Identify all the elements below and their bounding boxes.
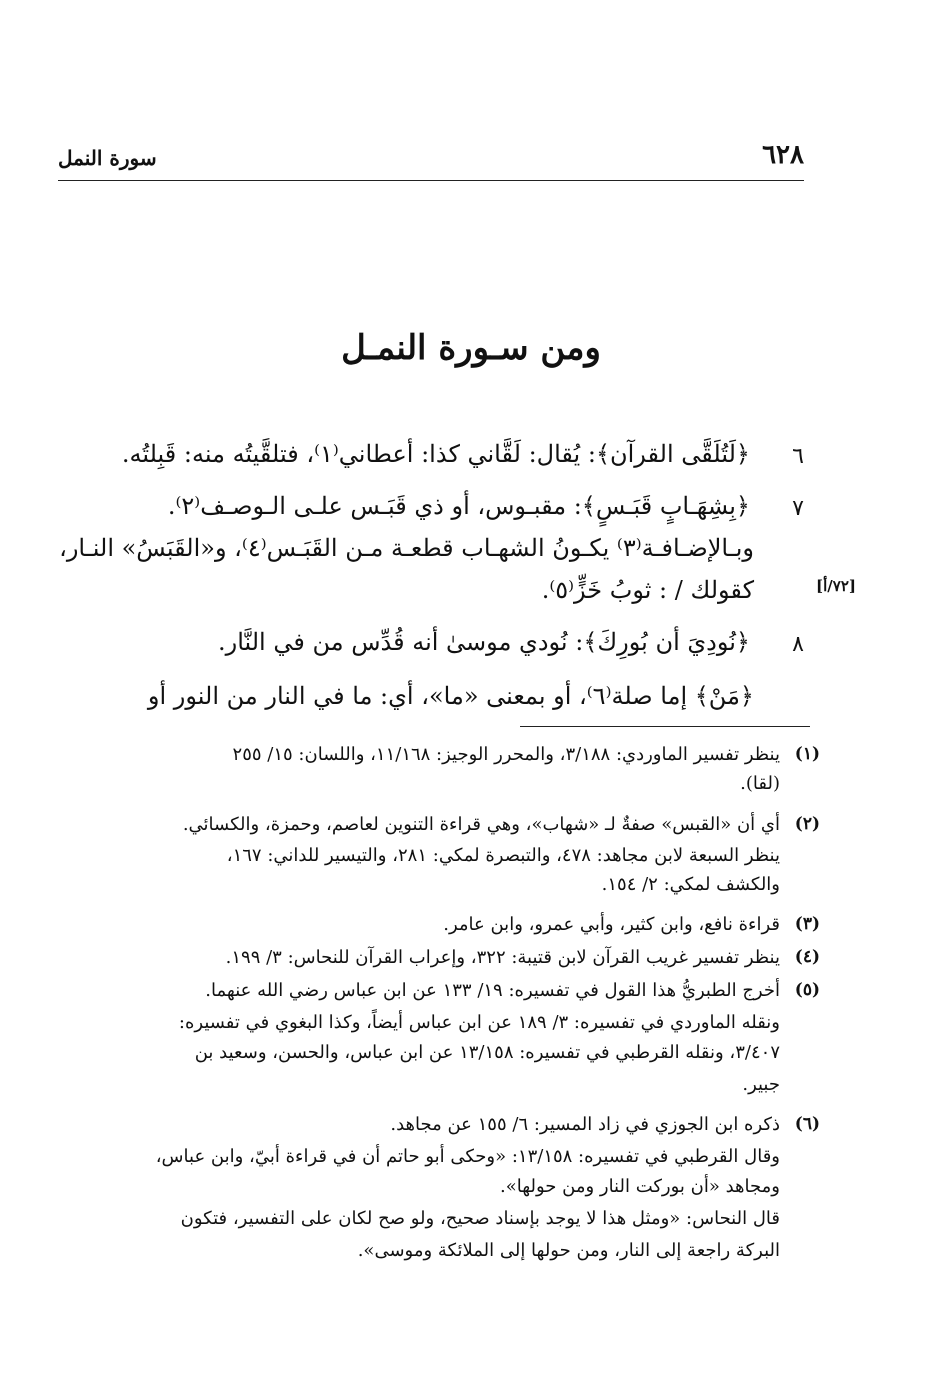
manuscript-folio-ref: [٧٢/أ] [816,577,856,595]
footnote-line: ينظر تفسير غريب القرآن لابن قتيبة: ٣٢٢، وإعراب القرآن للنحاس: ٣/ ١٩٩. [225,947,780,968]
footnote-number: (٥) [794,980,820,1000]
footnote-line: جبير. [742,1074,780,1095]
footnote-line: ومجاهد «أن بوركت النار ومن حولها». [499,1176,780,1197]
running-head-sura: سورة النمل [58,146,157,170]
footnote-separator [520,726,810,727]
footnote-line: ذكره ابن الجوزي في زاد المسير: ٦/ ١٥٥ عن مجاهد. [390,1114,780,1135]
footnote-number: (١) [794,744,820,764]
footnote-line: البركة راجعة إلى النار، ومن حولها إلى الملائكة وموسى». [357,1240,780,1261]
footnote-number: (٢) [794,814,820,834]
entry-line: ﴿مَنْ﴾ إما صلة⁽٦⁾، أو بمعنى «ما»، أي: ما في النار من النور أو [147,682,754,710]
verse-number: ٧ [792,496,804,521]
footnote-line: ينظر السبعة لابن مجاهد: ٤٧٨، والتبصرة لمكي: ٢٨١، والتيسير للداني: ١٦٧، [226,845,780,866]
entry-line: وبـالإضـافـة⁽٣⁾ يكـونُ الشهـاب قطعـة مـن القَبَـس⁽٤⁾، و«القَبَسُ» النـار، [59,534,754,562]
footnote-line: أخرج الطبريُّ هذا القول في تفسيره: ١٩/ ١٣٣ عن ابن عباس رضي الله عنهما. [205,980,780,1001]
footnote-line: (لقا). [740,773,780,794]
entry-line: ﴿لَتُلَقَّى القرآن﴾: يُقال: لَقَّاني كذا: أعطاني⁽١⁾، فتلقَّيتُه منه: قَبِلتُه. [121,440,750,468]
footnote-line: ينظر تفسير الماوردي: ٣/١٨٨، والمحرر الوجيز: ١١/١٦٨، واللسان: ١٥/ ٢٥٥ [232,744,780,765]
page-number: ٦٢٨ [762,140,804,170]
footnote-line: قال النحاس: «ومثل هذا لا يوجد بإسناد صحيح، ولو صح لكان على التفسير، فتكون [180,1208,780,1229]
footnote-line: قراءة نافع، وابن كثير، وأبي عمرو، وابن عامر. [443,914,780,935]
section-title: ومن سـورة النمـل [341,328,601,368]
footnote-line: وقال القرطبي في تفسيره: ١٣/١٥٨: «وحكى أبو حاتم أن في قراءة أبيّ، وابن عباس، [155,1146,780,1167]
page-header [58,140,804,181]
entry-line: ﴿نُودِيَ أن بُورِكَ﴾: نُودي موسىٰ أنه قُدِّس من في النَّار. [217,628,750,656]
footnote-line: ونقله الماوردي في تفسيره: ٣/ ١٨٩ عن ابن عباس أيضاً، وكذا البغوي في تفسيره: [178,1012,780,1033]
footnote-number: (٤) [794,947,820,967]
verse-number: ٨ [792,632,804,657]
footnote-number: (٣) [794,914,820,934]
entry-line: كقولك / : ثوبُ خَزٍّ⁽٥⁾. [541,576,754,604]
footnote-line: أي أن «القبس» صفةٌ لـ «شهاب»، وهي قراءة التنوين لعاصم، وحمزة، والكسائي. [182,814,780,835]
entry-line: ﴿بِشِهَـابٍ قَبَـسٍ﴾: مقبـوس، أو ذي قَبَـس علـى الـوصـف⁽٢⁾. [167,492,750,520]
footnote-number: (٦) [794,1114,820,1134]
footnote-line: والكشف لمكي: ٢/ ١٥٤. [601,874,780,895]
footnote-line: ٣/٤٠٧، ونقله القرطبي في تفسيره: ١٣/١٥٨ عن ابن عباس، والحسن، وسعيد بن [194,1042,780,1063]
verse-number: ٦ [792,444,804,469]
